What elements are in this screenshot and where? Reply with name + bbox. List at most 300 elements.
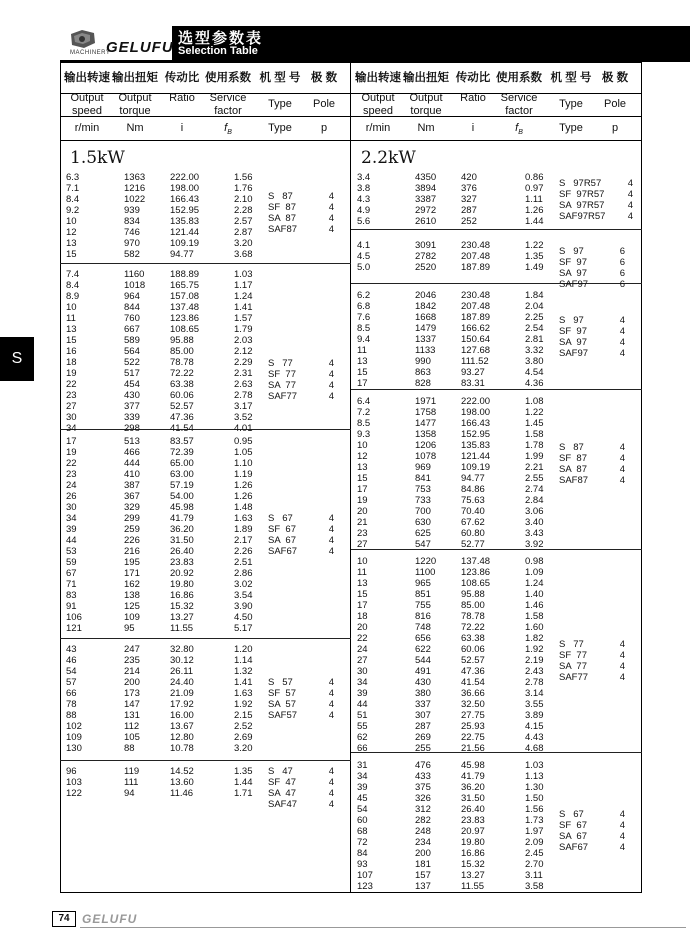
ratio-cell: 20.92: [170, 568, 194, 579]
torque-cell: 1477: [415, 418, 437, 429]
type-row: [268, 380, 334, 391]
table-row: [357, 356, 555, 367]
footer-rule: [80, 927, 686, 928]
torque-cell: 522: [124, 357, 140, 368]
power-title: 1.5kW: [70, 148, 125, 168]
type-block: [559, 315, 625, 359]
speed-cell: 9.4: [357, 334, 371, 345]
factor-cell: 2.55: [525, 473, 544, 484]
factor-cell: 2.63: [234, 379, 253, 390]
pole-value: 4: [619, 475, 625, 486]
factor-cell: 1.44: [525, 216, 544, 227]
speed-cell: 11: [66, 313, 76, 324]
table-row: [66, 423, 264, 434]
speed-cell: 102: [66, 721, 82, 732]
table-row: [357, 655, 555, 666]
column-header-cn: 传动比: [455, 72, 491, 84]
ratio-cell: 65.00: [170, 458, 194, 469]
factor-cell: 4.01: [234, 423, 253, 434]
table-row: [357, 600, 555, 611]
torque-cell: 444: [124, 458, 140, 469]
factor-cell: 2.81: [525, 334, 544, 345]
ratio-cell: 16.86: [461, 848, 485, 859]
speed-cell: 15: [66, 249, 77, 260]
pole-value: 4: [619, 464, 625, 475]
factor-cell: 1.14: [234, 655, 253, 666]
type-row: [559, 279, 625, 290]
torque-cell: 138: [124, 590, 140, 601]
factor-cell: 1.76: [234, 183, 253, 194]
ratio-cell: 376: [461, 183, 477, 194]
speed-cell: 121: [66, 623, 82, 634]
factor-cell: 4.50: [234, 612, 253, 623]
type-row: [559, 257, 625, 268]
pole-value: 4: [619, 842, 625, 853]
factor-cell: 2.70: [525, 859, 544, 870]
table-row: [66, 777, 264, 788]
factor-cell: 2.54: [525, 323, 544, 334]
table-row: [66, 357, 264, 368]
ratio-cell: 30.12: [170, 655, 194, 666]
group-divider: [351, 229, 642, 230]
type-block: [559, 639, 625, 683]
torque-cell: 430: [415, 677, 431, 688]
table-row: [66, 291, 264, 302]
factor-cell: 4.68: [525, 743, 544, 754]
table-row: [357, 473, 555, 484]
table-row: [66, 546, 264, 557]
table-row: [66, 677, 264, 688]
torque-cell: 173: [124, 688, 140, 699]
column-unit-text: f: [224, 122, 228, 134]
factor-cell: 1.60: [525, 622, 544, 633]
table-row: [357, 611, 555, 622]
table-row: [66, 491, 264, 502]
pole-value: 4: [328, 513, 334, 524]
torque-cell: 746: [124, 227, 140, 238]
speed-cell: 12: [66, 227, 77, 238]
type-row: [559, 326, 625, 337]
table-row: [66, 324, 264, 335]
table-row: [66, 612, 264, 623]
torque-cell: 625: [415, 528, 431, 539]
speed-cell: 13: [66, 238, 77, 249]
factor-cell: 1.92: [525, 644, 544, 655]
ratio-cell: 150.64: [461, 334, 491, 345]
type-name: SA 97: [559, 268, 587, 279]
type-row: [559, 475, 625, 486]
type-name: SA 77: [559, 661, 587, 672]
speed-cell: 26: [66, 491, 77, 502]
factor-cell: 1.08: [525, 396, 544, 407]
speed-cell: 51: [357, 710, 368, 721]
torque-cell: 547: [415, 539, 431, 550]
speed-cell: 22: [66, 379, 77, 390]
torque-cell: 259: [124, 524, 140, 535]
factor-cell: 1.99: [525, 451, 544, 462]
torque-cell: 582: [124, 249, 140, 260]
table-row: [357, 216, 555, 227]
torque-cell: 828: [415, 378, 431, 389]
ratio-cell: 187.89: [461, 312, 491, 323]
footer-brand: GELUFU: [82, 912, 138, 926]
factor-cell: 1.50: [525, 793, 544, 804]
table-row: [66, 480, 264, 491]
ratio-cell: 109.19: [461, 462, 491, 473]
ratio-cell: 67.62: [461, 517, 485, 528]
torque-cell: 367: [124, 491, 140, 502]
speed-cell: 23: [66, 390, 77, 401]
speed-cell: 17: [357, 484, 368, 495]
torque-cell: 162: [124, 579, 140, 590]
speed-cell: 44: [66, 535, 77, 546]
torque-cell: 1971: [415, 396, 437, 407]
pole-value: 4: [619, 650, 625, 661]
torque-cell: 181: [415, 859, 431, 870]
factor-cell: 2.17: [234, 535, 253, 546]
ratio-cell: 287: [461, 205, 477, 216]
speed-cell: 66: [357, 743, 368, 754]
torque-cell: 433: [415, 771, 431, 782]
speed-cell: 13: [357, 578, 368, 589]
factor-cell: 1.40: [525, 589, 544, 600]
ratio-cell: 26.40: [461, 804, 485, 815]
type-row: [268, 677, 334, 688]
torque-cell: 622: [415, 644, 431, 655]
table-row: [357, 539, 555, 550]
type-row: [268, 777, 334, 788]
type-name: SF 87: [559, 453, 587, 464]
factor-cell: 1.22: [525, 407, 544, 418]
type-name: SF 67: [559, 820, 587, 831]
torque-cell: 119: [124, 766, 140, 777]
speed-cell: 30: [66, 412, 77, 423]
type-block: [268, 513, 334, 557]
speed-cell: 109: [66, 732, 82, 743]
ratio-cell: 135.83: [170, 216, 200, 227]
factor-cell: 1.48: [234, 502, 253, 513]
type-name: S 47: [268, 766, 293, 777]
type-name: SF 87: [268, 202, 296, 213]
ratio-cell: 75.63: [461, 495, 485, 506]
pole-value: 4: [619, 831, 625, 842]
factor-cell: 4.15: [525, 721, 544, 732]
column-unit-text: f: [515, 122, 519, 134]
pole-value: 4: [328, 799, 334, 810]
type-block: [559, 178, 633, 222]
ratio-cell: 198.00: [461, 407, 491, 418]
pole-value: 6: [619, 246, 625, 257]
table-row: [357, 881, 555, 892]
torque-cell: 377: [124, 401, 140, 412]
torque-cell: 700: [415, 506, 431, 517]
ratio-cell: 127.68: [461, 345, 491, 356]
column-header-cn: 机 型 号: [259, 72, 301, 84]
table-row: [357, 870, 555, 881]
factor-cell: 3.52: [234, 412, 253, 423]
table-row: [66, 766, 264, 777]
factor-cell: 0.97: [525, 183, 544, 194]
torque-cell: 147: [124, 699, 140, 710]
speed-cell: 34: [357, 677, 368, 688]
torque-cell: 544: [415, 655, 431, 666]
ratio-cell: 63.00: [170, 469, 194, 480]
pole-value: 4: [328, 710, 334, 721]
table-row: [357, 826, 555, 837]
torque-cell: 112: [124, 721, 140, 732]
pole-value: 4: [328, 380, 334, 391]
torque-cell: 939: [124, 205, 140, 216]
ratio-cell: 60.06: [170, 390, 194, 401]
table-row: [66, 238, 264, 249]
speed-cell: 60: [357, 815, 368, 826]
torque-cell: 1479: [415, 323, 437, 334]
type-name: SAF87: [268, 224, 298, 235]
speed-cell: 45: [357, 793, 368, 804]
table-row: [66, 447, 264, 458]
factor-cell: 2.10: [234, 194, 253, 205]
type-row: [559, 661, 625, 672]
ratio-cell: 188.89: [170, 269, 200, 280]
ratio-cell: 13.60: [170, 777, 194, 788]
torque-cell: 748: [415, 622, 431, 633]
factor-cell: 1.58: [525, 611, 544, 622]
torque-cell: 970: [124, 238, 140, 249]
speed-cell: 4.5: [357, 251, 371, 262]
speed-cell: 19: [357, 495, 368, 506]
speed-cell: 27: [357, 539, 368, 550]
torque-cell: 733: [415, 495, 431, 506]
ratio-cell: 11.55: [170, 623, 194, 634]
speed-cell: 34: [66, 423, 77, 434]
table-row: [66, 721, 264, 732]
pole-value: 4: [328, 202, 334, 213]
ratio-cell: 45.98: [461, 760, 485, 771]
torque-cell: 111: [124, 777, 139, 788]
torque-cell: 171: [124, 568, 140, 579]
ratio-cell: 32.50: [461, 699, 485, 710]
factor-cell: 3.55: [525, 699, 544, 710]
pole-value: 4: [328, 766, 334, 777]
group-divider: [60, 638, 351, 639]
column-header-cn: 输出转速: [64, 72, 110, 84]
table-row: [357, 396, 555, 407]
factor-cell: 2.51: [234, 557, 253, 568]
type-name: SA 57: [268, 699, 296, 710]
type-row: [559, 200, 633, 211]
torque-cell: 1018: [124, 280, 146, 291]
factor-cell: 3.20: [234, 743, 253, 754]
factor-cell: 3.80: [525, 356, 544, 367]
speed-cell: 8.9: [66, 291, 80, 302]
speed-cell: 6.4: [357, 396, 371, 407]
factor-cell: 2.25: [525, 312, 544, 323]
table-row: [66, 579, 264, 590]
ratio-cell: 152.95: [461, 429, 491, 440]
data-group: [66, 766, 264, 799]
ratio-cell: 41.54: [170, 423, 194, 434]
ratio-cell: 123.86: [461, 567, 491, 578]
table-row: [357, 644, 555, 655]
type-name: SA 97: [559, 337, 587, 348]
type-row: [268, 524, 334, 535]
speed-cell: 83: [66, 590, 77, 601]
speed-cell: 88: [66, 710, 77, 721]
ratio-cell: 94.77: [461, 473, 485, 484]
torque-cell: 1100: [415, 567, 436, 578]
type-name: SAF97: [559, 279, 589, 290]
type-row: [268, 358, 334, 369]
column-unit: [489, 122, 549, 139]
ratio-cell: 152.95: [170, 205, 200, 216]
ratio-cell: 230.48: [461, 240, 491, 251]
speed-cell: 11: [357, 567, 367, 578]
ratio-cell: 21.56: [461, 743, 485, 754]
factor-cell: 3.90: [234, 601, 253, 612]
torque-cell: 387: [124, 480, 140, 491]
type-row: [559, 211, 633, 222]
torque-cell: 1220: [415, 556, 437, 567]
type-name: SF 77: [268, 369, 296, 380]
torque-cell: 844: [124, 302, 140, 313]
column-unit-text: i: [471, 122, 475, 134]
type-name: SAF97: [559, 348, 589, 359]
speed-cell: 10: [357, 556, 368, 567]
torque-cell: 287: [415, 721, 431, 732]
torque-cell: 105: [124, 732, 140, 743]
ratio-cell: 84.86: [461, 484, 485, 495]
ratio-cell: 31.50: [170, 535, 194, 546]
torque-cell: 1078: [415, 451, 437, 462]
speed-cell: 27: [66, 401, 77, 412]
ratio-cell: 157.08: [170, 291, 200, 302]
torque-cell: 1133: [415, 345, 436, 356]
pole-value: 4: [619, 453, 625, 464]
type-name: SAF77: [268, 391, 298, 402]
torque-cell: 969: [415, 462, 431, 473]
table-row: [66, 535, 264, 546]
factor-cell: 3.02: [234, 579, 253, 590]
torque-cell: 234: [415, 837, 431, 848]
type-row: [559, 639, 625, 650]
factor-cell: 3.20: [234, 238, 253, 249]
speed-cell: 39: [66, 524, 77, 535]
table-row: [357, 848, 555, 859]
ratio-cell: 137.48: [170, 302, 200, 313]
ratio-cell: 24.40: [170, 677, 194, 688]
table-row: [357, 578, 555, 589]
torque-cell: 1842: [415, 301, 437, 312]
ratio-cell: 121.44: [461, 451, 491, 462]
table-row: [66, 710, 264, 721]
type-name: S 87: [559, 442, 584, 453]
torque-cell: 1206: [415, 440, 437, 451]
speed-cell: 8.4: [66, 280, 80, 291]
speed-cell: 16: [66, 346, 77, 357]
table-row: [357, 589, 555, 600]
speed-cell: 17: [357, 378, 368, 389]
ratio-cell: 41.54: [461, 677, 485, 688]
column-unit-sub: B: [227, 129, 232, 137]
data-group: [66, 172, 264, 260]
ratio-cell: 420: [461, 172, 477, 183]
torque-cell: 667: [124, 324, 140, 335]
ratio-cell: 137.48: [461, 556, 491, 567]
speed-cell: 5.6: [357, 216, 371, 227]
ratio-cell: 52.57: [461, 655, 485, 666]
table-row: [357, 677, 555, 688]
type-block: [559, 442, 625, 486]
ratio-cell: 54.00: [170, 491, 194, 502]
pole-value: 4: [619, 661, 625, 672]
speed-cell: 54: [357, 804, 368, 815]
table-row: [66, 568, 264, 579]
table-row: [66, 280, 264, 291]
speed-cell: 46: [66, 655, 77, 666]
ratio-cell: 93.27: [461, 367, 485, 378]
torque-cell: 630: [415, 517, 431, 528]
speed-cell: 54: [66, 666, 77, 677]
speed-cell: 6.8: [357, 301, 371, 312]
type-row: [559, 464, 625, 475]
ratio-cell: 198.00: [170, 183, 200, 194]
speed-cell: 6.3: [66, 172, 80, 183]
ratio-cell: 47.36: [170, 412, 194, 423]
ratio-cell: 20.97: [461, 826, 485, 837]
torque-cell: 326: [415, 793, 431, 804]
factor-cell: 5.17: [234, 623, 253, 634]
ratio-cell: 83.31: [461, 378, 485, 389]
column-header-cn: 机 型 号: [550, 72, 592, 84]
column-header-en: Output torque: [118, 92, 152, 117]
factor-cell: 1.10: [234, 458, 253, 469]
table-row: [66, 172, 264, 183]
factor-cell: 1.82: [525, 633, 544, 644]
torque-cell: 94: [124, 788, 135, 799]
speed-cell: 59: [66, 557, 77, 568]
type-row: [559, 337, 625, 348]
torque-cell: 513: [124, 436, 140, 447]
column-header-cn: 传动比: [164, 72, 200, 84]
torque-cell: 476: [415, 760, 431, 771]
speed-cell: 4.3: [357, 194, 371, 205]
column-header-en: Output speed: [361, 92, 395, 117]
table-row: [357, 334, 555, 345]
group-divider: [351, 389, 642, 390]
speed-cell: 96: [66, 766, 77, 777]
torque-cell: 965: [415, 578, 431, 589]
table-row: [66, 513, 264, 524]
factor-cell: 2.43: [525, 666, 544, 677]
table-row: [66, 743, 264, 754]
factor-cell: 3.14: [525, 688, 544, 699]
torque-cell: 589: [124, 335, 140, 346]
factor-cell: 2.86: [234, 568, 253, 579]
ratio-cell: 13.67: [170, 721, 194, 732]
table-row: [357, 633, 555, 644]
header-rule: [60, 140, 642, 141]
data-group: [357, 172, 555, 227]
factor-cell: 3.11: [525, 870, 543, 881]
speed-cell: 19: [66, 447, 77, 458]
column-header-en: Type: [559, 98, 583, 110]
ratio-cell: 72.22: [461, 622, 485, 633]
ratio-cell: 109.19: [170, 238, 200, 249]
table-row: [357, 760, 555, 771]
torque-cell: 2972: [415, 205, 437, 216]
speed-cell: 22: [357, 633, 368, 644]
ratio-cell: 41.79: [170, 513, 194, 524]
